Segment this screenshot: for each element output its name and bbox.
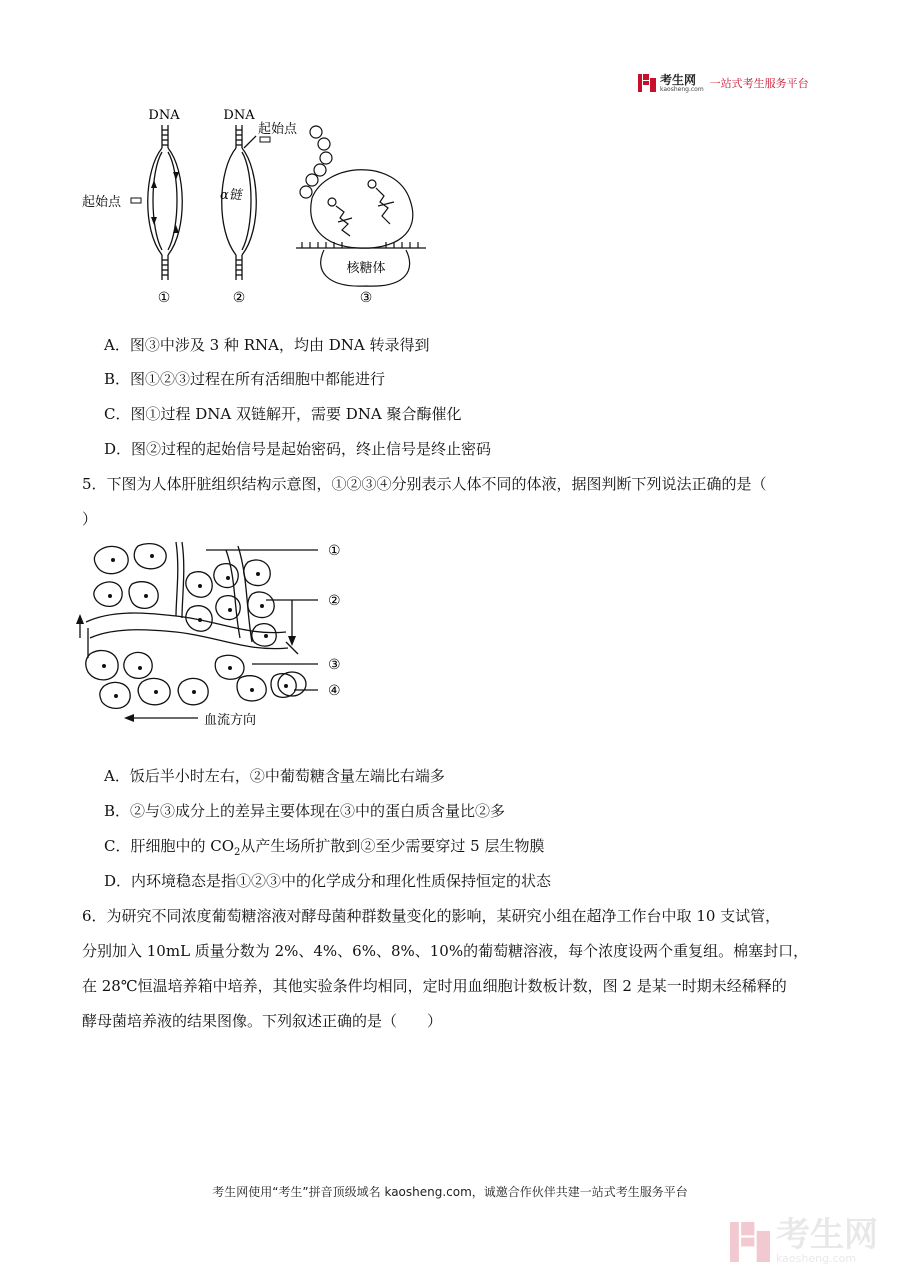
- watermark-logo-icon: [730, 1222, 770, 1262]
- watermark: [730, 1215, 878, 1265]
- logo-domain: kaosheng.com: [660, 85, 704, 93]
- alpha-chain-label: α链: [220, 188, 242, 203]
- figure-dna-processes: [76, 100, 436, 310]
- watermark-text: 考生网: [776, 1215, 878, 1255]
- page-footer: 考生网使用“考生”拼音顶级域名 kaosheng.com，诚邀合作伙伴共建一站式考生服务平台: [212, 1185, 688, 1199]
- figure-liver-tissue: [76, 538, 346, 736]
- q4-option-c: C．图①过程 DNA 双链解开，需要 DNA 聚合酶催化: [104, 405, 462, 423]
- diagram-num-2: ②: [232, 290, 246, 306]
- logo-name: 考生网: [660, 72, 697, 87]
- origin-label-left: 起始点: [82, 195, 122, 210]
- q6-line3: 在 28℃恒温培养箱中培养，其他实验条件均相同，定时用血细胞计数板计数，图 2 是某一时期未经稀释的: [82, 977, 787, 995]
- q5-stem-line1: 5．下图为人体肝脏组织结构示意图，①②③④分别表示人体不同的体液，据图判断下列说法正确的是（: [82, 475, 767, 493]
- q5-option-c: C．肝细胞中的 $CO_2$从产生场所扩散到②至少需要穿过 5 层生物膜: [104, 837, 545, 858]
- q5-option-b: B．②与③成分上的差异主要体现在③中的蛋白质含量比②多: [104, 802, 506, 820]
- diagram-transcription: [220, 108, 298, 306]
- diagram-num-1: ①: [157, 290, 171, 306]
- q5-stem-line2: ）: [82, 510, 98, 528]
- q6-line2: 分别加入 10mL 质量分数为 2%、4%、6%、8%、10%的葡萄糖溶液，每个浓度设两个重复组。棉塞封口，: [82, 942, 809, 960]
- liver-label-1: ①: [328, 543, 341, 559]
- q4-option-d: D．图②过程的起始信号是起始密码，终止信号是终止密码: [104, 440, 492, 458]
- blood-flow-label: 血流方向: [204, 713, 257, 728]
- header-slogan: 一站式考生服务平台: [709, 77, 809, 90]
- liver-label-4: ④: [328, 683, 341, 699]
- q5-option-d: D．内环境稳态是指①②③中的化学成分和理化性质保持恒定的状态: [104, 872, 552, 890]
- kaosheng-logo-icon: [638, 74, 656, 92]
- diagram-replication: [82, 108, 182, 306]
- origin-label-top: 起始点: [258, 122, 298, 137]
- q5-option-a: A．饭后半小时左右，②中葡萄糖含量左端比右端多: [104, 767, 445, 785]
- ribosome-label: 核糖体: [346, 261, 386, 276]
- dna-label-1: DNA: [148, 108, 180, 123]
- q6-line1: 6．为研究不同浓度葡萄糖溶液对酵母菌种群数量变化的影响，某研究小组在超净工作台中取 10 支试管，: [82, 907, 781, 925]
- diagram-translation: [296, 126, 426, 306]
- dna-label-2: DNA: [223, 108, 255, 123]
- watermark-domain: kaosheng.com: [776, 1252, 857, 1265]
- q4-option-a: A．图③中涉及 3 种 RNA，均由 DNA 转录得到: [104, 336, 430, 354]
- diagram-num-3: ③: [359, 290, 373, 306]
- q4-option-b: B．图①②③过程在所有活细胞中都能进行: [104, 370, 386, 388]
- header-logo: [638, 72, 809, 94]
- liver-label-3: ③: [328, 657, 341, 673]
- q6-line4: 酵母菌培养液的结果图像。下列叙述正确的是（ ）: [82, 1012, 443, 1030]
- liver-label-2: ②: [328, 593, 341, 609]
